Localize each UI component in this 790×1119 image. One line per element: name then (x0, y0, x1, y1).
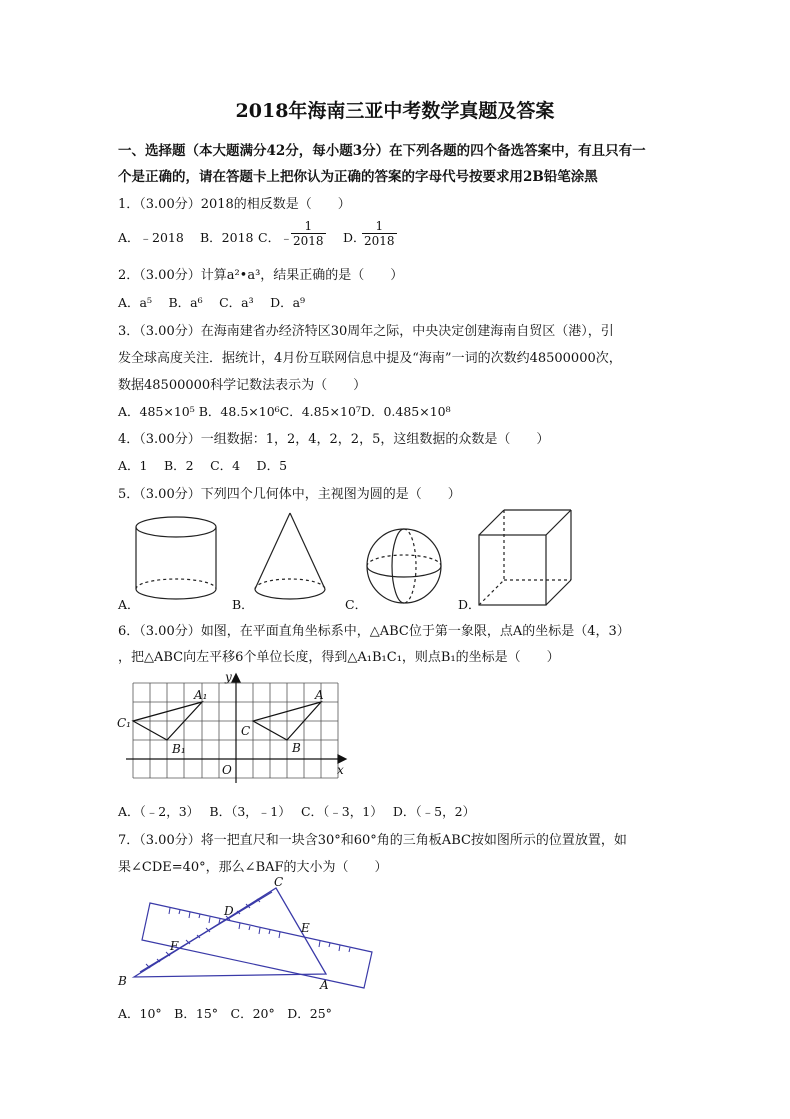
fraction-numerator: 1 (291, 219, 326, 234)
q5-stem: 5．（3.00分）下列四个几何体中，主视图为圆的是（ ） (118, 487, 461, 502)
q3-line1: 3．（3.00分）在海南建省办经济特区30周年之际，中央决定创建海南自贸区（港），引 (118, 324, 614, 339)
q1-option-d-label: D． (343, 230, 366, 245)
q5-option-a: A． (118, 597, 140, 612)
q1-option-a: A．﹣2018 (118, 230, 184, 245)
fraction-denominator: 2018 (364, 234, 395, 248)
fraction-numerator: 1 (362, 219, 397, 234)
label-c1: C₁ (117, 716, 131, 730)
q7-line2: 果∠CDE=40°，那么∠BAF的大小为（ ） (118, 860, 388, 875)
label-e: E (301, 921, 310, 935)
label-a1: A₁ (194, 688, 208, 702)
q2-stem: 2．（3.00分）计算a²•a³，结果正确的是（ ） (118, 268, 404, 283)
label-d: D (224, 904, 234, 918)
q5-option-c: C． (345, 597, 368, 612)
q7-line1: 7．（3.00分）将一把直尺和一块含30°和60°角的三角板ABC按如图所示的位置放置，如 (118, 833, 627, 848)
q3-options: A．485×10⁵ B．48.5×10⁶C．4.85×10⁷D．0.485×10⁸ (118, 404, 451, 419)
q5-option-b: B． (232, 597, 254, 612)
q1-option-c-label: C．﹣ (258, 230, 293, 245)
label-a: A (315, 688, 324, 702)
section-header-line2: 个是正确的，请在答题卡上把你认为正确的答案的字母代号按要求用2B铅笔涂黑 (118, 169, 598, 185)
q4-stem: 4．（3.00分）一组数据：1，2，4，2，2，5，这组数据的众数是（ ） (118, 432, 550, 447)
label-f: F (170, 939, 179, 953)
label-b: B (118, 974, 127, 988)
q6-line2: ，把△ABC向左平移6个单位长度，得到△A₁B₁C₁，则点B₁的坐标是（ ） (118, 650, 560, 665)
q3-line2: 发全球高度关注．据统计，4月份互联网信息中提及“海南”一词的次数约48500000次， (118, 351, 622, 366)
section-header-line1: 一、选择题（本大题满分42分，每小题3分）在下列各题的四个备选答案中，有且只有一 (118, 143, 646, 159)
fraction-denominator: 2018 (293, 234, 324, 248)
page-title: 2018年海南三亚中考数学真题及答案 (235, 100, 555, 122)
q7-options: A．10° B．15° C．20° D．25° (118, 1006, 332, 1021)
q1-option-b: B．2018 (200, 230, 254, 245)
label-a: A (320, 978, 329, 992)
label-x-axis: x (337, 763, 344, 777)
label-origin: O (222, 763, 232, 777)
set-square-triangle (134, 888, 326, 977)
q5-option-d: D． (458, 597, 481, 612)
label-b: B (292, 741, 301, 755)
q6-line1: 6．（3.00分）如图，在平面直角坐标系中，△ABC位于第一象限，点A的坐标是（4，3） (118, 624, 630, 639)
q2-options: A．a⁵ B．a⁶ C．a³ D．a⁹ (118, 295, 306, 310)
label-b1: B₁ (172, 742, 186, 756)
q4-options: A．1 B．2 C．4 D．5 (118, 458, 288, 473)
label-c: C (241, 724, 251, 738)
q1-stem: 1．（3.00分）2018的相反数是（ ） (118, 197, 351, 212)
q6-options: A．（﹣2，3） B．（3，﹣1） C．（﹣3，1） D．（﹣5，2） (118, 804, 476, 819)
q3-line3: 数据48500000科学记数法表示为（ ） (118, 378, 367, 393)
label-y-axis: y (225, 670, 232, 684)
label-c: C (274, 875, 284, 889)
